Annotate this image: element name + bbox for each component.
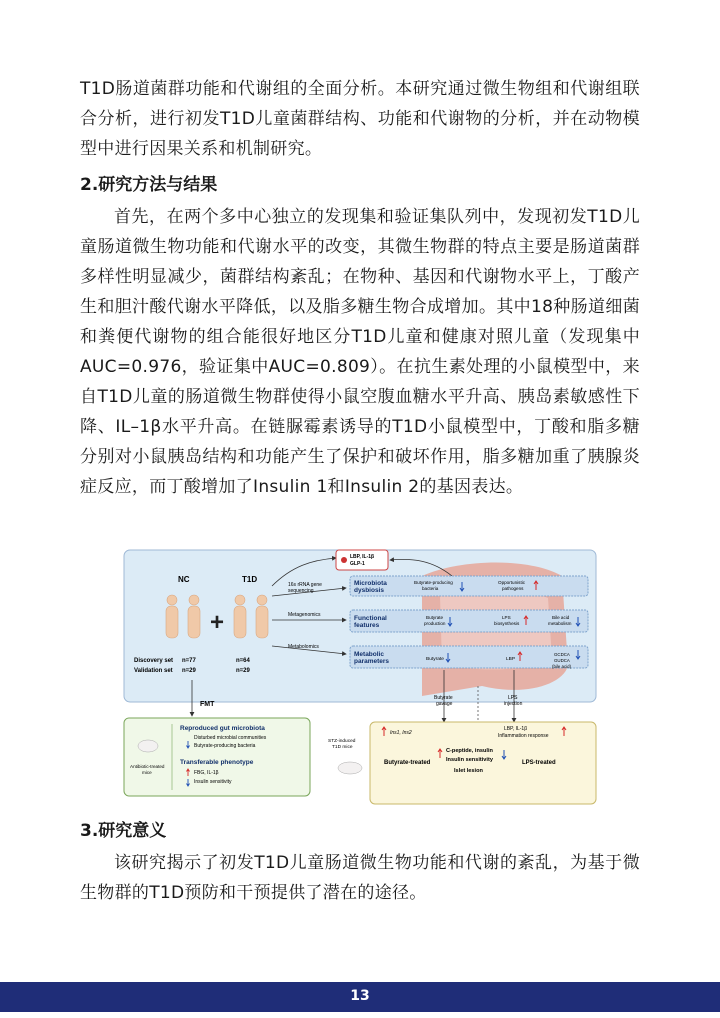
svg-text:LBP: LBP	[506, 657, 516, 662]
discovery-label: Discovery set	[134, 658, 174, 664]
reproduced-title: Reproduced gut microbiota	[180, 725, 265, 732]
svg-text:Opportunistic: Opportunistic	[498, 580, 526, 585]
blood-marker-line1: LBP, IL-1β	[350, 554, 375, 560]
svg-text:Butyrate-producing: Butyrate-producing	[414, 580, 453, 585]
stz-line1: STZ-induced	[328, 739, 356, 744]
nc-validation-n: n=29	[182, 668, 196, 674]
t1d-discovery-n: n=64	[236, 658, 250, 664]
svg-text:features: features	[354, 622, 380, 629]
plus-sign: +	[210, 609, 225, 636]
intro-paragraph: T1D肠道菌群功能和代谢组的全面分析。本研究通过微生物组和代谢组联合分析，进行初发T1D儿童菌群结构、功能和代谢物的分析，并在动物模型中进行因果关系和机制研究。	[80, 79, 640, 159]
antibiotic-mice-line1: Antibiotic-treated	[130, 764, 165, 769]
svg-text:Butyrate: Butyrate	[426, 657, 444, 662]
study-figure	[122, 546, 600, 808]
insulin-sensitivity: Insulin sensitivity	[446, 757, 493, 763]
svg-text:Microbiota: Microbiota	[354, 580, 387, 587]
lps-treated: LPS-treated	[522, 760, 556, 766]
section2-heading: 2.研究方法与结果	[80, 175, 218, 195]
footer-bar	[0, 982, 720, 1012]
blood-marker-line2: GLP-1	[350, 561, 365, 567]
svg-text:metabolism: metabolism	[548, 621, 572, 626]
antibiotic-mice-line2: mice	[142, 770, 152, 775]
t1d-validation-n: n=29	[236, 668, 250, 674]
svg-text:LPS: LPS	[502, 615, 511, 620]
svg-text:production: production	[424, 621, 446, 626]
svg-text:Functional: Functional	[354, 615, 387, 622]
row-dysbiosis	[350, 576, 588, 596]
transferable-item2: Insulin sensitivity	[194, 779, 232, 785]
sequencing-line2: sequencing	[288, 588, 314, 594]
sequencing-line1: 16s rRNA gene	[288, 582, 322, 588]
svg-text:biosynthesis: biosynthesis	[494, 621, 520, 626]
reproduced-item2: Butyrate-producing bacteria	[194, 743, 256, 749]
svg-text:dysbiosis: dysbiosis	[354, 587, 384, 594]
page-number: 13	[350, 988, 370, 1004]
svg-text:bacteria: bacteria	[422, 586, 439, 591]
svg-text:Butyrate: Butyrate	[426, 615, 444, 620]
section2-paragraph: 首先，在两个多中心独立的发现集和验证集队列中，发现初发T1D儿童肠道微生物功能和代谢水平的改变，其微生物群的特点主要是肠道菌群多样性明显减少，菌群结构紊乱；在物种、基因和代谢物水平上，丁酸产生和胆汁酸代谢水平降低，以及脂多糖生物合成增加。其中18种肠道细菌和粪便代谢物的组合能很好地区分T1D儿童和健康对照儿童（发现集中AUC=0.976，验证集中AUC=0.809）。在抗生素处理的小鼠模型中，来自T1D儿童的肠道微生物群使得小鼠空腹血糖水平升高、胰岛素敏感性下降、IL–1β水平升高。在链脲霉素诱导的T1D小鼠模型中，丁酸和脂多糖分别对小鼠胰岛结构和功能产生了保护和破坏作用，脂多糖加重了胰腺炎症反应，而丁酸增加了Insulin 1和Insulin 2的基因表达。	[80, 207, 640, 497]
fmt-label: FMT	[200, 701, 215, 708]
svg-text:parameters: parameters	[354, 658, 390, 665]
ins-genes: Ins1, Ins2	[390, 730, 412, 736]
transferable-item1: FBG, IL-1β	[194, 770, 219, 776]
section3-paragraph: 该研究揭示了初发T1D儿童肠道微生物功能和代谢的紊乱，为基于微生物群的T1D预防和干预提供了潜在的途径。	[80, 853, 640, 903]
group-nc: NC	[178, 575, 190, 584]
lbp-il: LBP, IL-1β	[504, 726, 528, 732]
injection-line2: injection	[504, 701, 523, 707]
c-peptide: C-peptide, insulin	[446, 748, 493, 754]
validation-label: Validation set	[134, 668, 173, 674]
nc-discovery-n: n=77	[182, 658, 196, 664]
gavage-line1: Butyrate	[434, 695, 453, 701]
metagenomics-label: Metagenomics	[288, 612, 321, 618]
svg-text:Metabolic: Metabolic	[354, 651, 384, 658]
row-metabolic	[350, 646, 588, 669]
gavage-line2: gavage	[436, 701, 453, 707]
svg-text:Bile acid: Bile acid	[552, 615, 570, 620]
reproduced-item1: Disturbed microbial communities	[194, 735, 267, 741]
svg-text:(bile acid): (bile acid)	[552, 664, 572, 669]
injection-line1: LPS	[508, 695, 518, 701]
svg-text:pathogens: pathogens	[502, 586, 524, 591]
row-functional	[350, 610, 588, 632]
metabolomics-label: Metabolomics	[288, 644, 319, 650]
section3-heading: 3.研究意义	[80, 821, 167, 841]
inflammation: Inflammation response	[498, 733, 549, 739]
svg-text:GCDCA: GCDCA	[554, 652, 570, 657]
stz-line2: T1D mice	[332, 745, 353, 750]
islet-lesion: Islet lesion	[454, 768, 483, 774]
butyrate-treated: Butyrate-treated	[384, 760, 431, 766]
transferable-title: Transferable phenotype	[180, 759, 254, 766]
group-t1d: T1D	[242, 575, 258, 584]
svg-text:GUDCA: GUDCA	[554, 658, 570, 663]
